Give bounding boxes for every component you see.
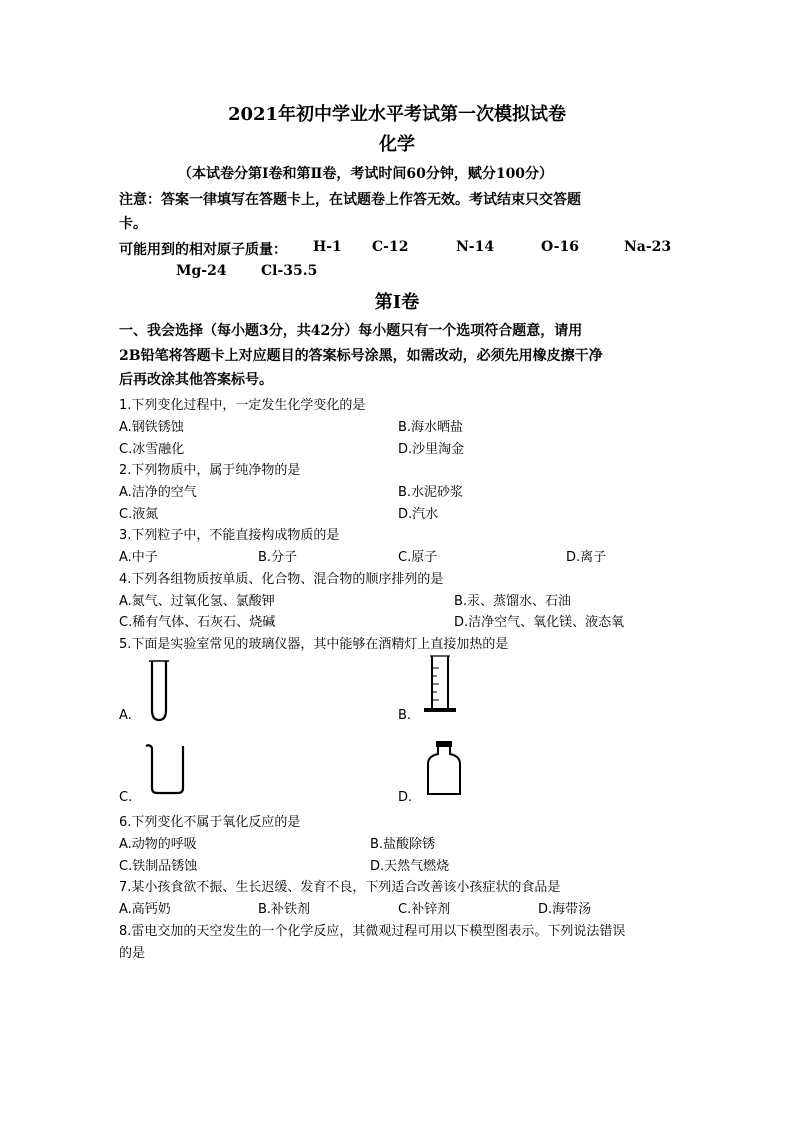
q3-option-b: B.分子 — [258, 550, 298, 565]
question-6-stem: 6.下列变化不属于氧化反应的是 — [119, 815, 301, 830]
atomic-mass-o: O-16 — [541, 239, 580, 255]
q1-option-d: D.沙里淘金 — [398, 442, 465, 457]
q3-option-d: D.离子 — [566, 550, 607, 565]
q3-option-c: C.原子 — [398, 550, 438, 565]
q1-option-c: C.冰雪融化 — [119, 442, 185, 457]
q2-option-d: D.汽水 — [398, 507, 439, 522]
reagent-bottle-icon — [422, 738, 466, 800]
question-7-stem: 7.某小孩食欲不振、生长迟缓、发育不良，下列适合改善该小孩症状的食品是 — [119, 880, 561, 895]
exam-title: 2021年初中学业水平考试第一次模拟试卷 — [227, 104, 567, 125]
q5-option-d: D. — [398, 790, 413, 805]
instruction-line-1: 一、我会选择（每小题3分，共42分）每小题只有一个选项符合题意，请用 — [119, 323, 583, 339]
q4-option-d: D.洁净空气、氧化镁、液态氧 — [454, 615, 625, 630]
q5-option-c: C. — [119, 790, 133, 805]
q2-option-b: B.水泥砂浆 — [398, 485, 464, 500]
atomic-mass-na: Na-23 — [624, 239, 672, 255]
instruction-line-2: 2B铅笔将答题卡上对应题目的答案标号涂黑，如需改动，必须先用橡皮擦干净 — [119, 348, 603, 364]
subject-title: 化学 — [379, 134, 415, 155]
question-1-stem: 1.下列变化过程中，一定发生化学变化的是 — [119, 398, 366, 413]
q4-option-b: B.汞、蒸馏水、石油 — [454, 594, 572, 609]
q5-option-b: B. — [398, 708, 412, 723]
question-8-stem-line-2: 的是 — [119, 946, 146, 961]
q2-option-c: C.液氮 — [119, 507, 159, 522]
notice-line-2: 卡。 — [119, 216, 147, 232]
exam-info: （本试卷分第Ⅰ卷和第Ⅱ卷，考试时间60分钟，赋分100分） — [178, 166, 554, 182]
atomic-mass-label: 可能用到的相对原子质量： — [119, 242, 287, 258]
q1-option-b: B.海水晒盐 — [398, 420, 464, 435]
graduated-cylinder-icon — [418, 652, 468, 716]
section-title: 第Ⅰ卷 — [374, 292, 420, 313]
atomic-mass-h: H-1 — [313, 239, 342, 255]
q6-option-b: B.盐酸除锈 — [370, 837, 436, 852]
question-2-stem: 2.下列物质中，属于纯净物的是 — [119, 463, 301, 478]
beaker-icon — [140, 740, 192, 798]
question-3-stem: 3.下列粒子中，不能直接构成物质的是 — [119, 528, 340, 543]
atomic-mass-cl: Cl-35.5 — [261, 263, 318, 279]
q5-option-a: A. — [119, 708, 132, 723]
q4-option-c: C.稀有气体、石灰石、烧碱 — [119, 615, 276, 630]
q6-option-a: A.动物的呼吸 — [119, 837, 197, 852]
q7-option-b: B.补铁剂 — [258, 902, 311, 917]
atomic-mass-c: C-12 — [372, 239, 409, 255]
q7-option-c: C.补锌剂 — [398, 902, 451, 917]
q6-option-c: C.铁制品锈蚀 — [119, 859, 198, 874]
notice-line-1: 注意：答案一律填写在答题卡上，在试题卷上作答无效。考试结束只交答题 — [119, 192, 581, 208]
q6-option-d: D.天然气燃烧 — [370, 859, 450, 874]
question-4-stem: 4.下列各组物质按单质、化合物、混合物的顺序排列的是 — [119, 572, 444, 587]
question-5-stem: 5.下面是实验室常见的玻璃仪器，其中能够在酒精灯上直接加热的是 — [119, 637, 509, 652]
instruction-line-3: 后再改涂其他答案标号。 — [119, 372, 273, 388]
atomic-mass-mg: Mg-24 — [176, 263, 227, 279]
q7-option-d: D.海带汤 — [538, 902, 592, 917]
atomic-mass-n: N-14 — [456, 239, 495, 255]
question-8-stem-line-1: 8.雷电交加的天空发生的一个化学反应，其微观过程可用以下模型图表示。下列说法错误 — [119, 924, 626, 939]
q7-option-a: A.高钙奶 — [119, 902, 171, 917]
q4-option-a: A.氮气、过氧化氢、氯酸钾 — [119, 594, 275, 609]
test-tube-icon — [140, 658, 180, 724]
q1-option-a: A.钢铁锈蚀 — [119, 420, 184, 435]
q2-option-a: A.洁净的空气 — [119, 485, 197, 500]
q3-option-a: A.中子 — [119, 550, 158, 565]
